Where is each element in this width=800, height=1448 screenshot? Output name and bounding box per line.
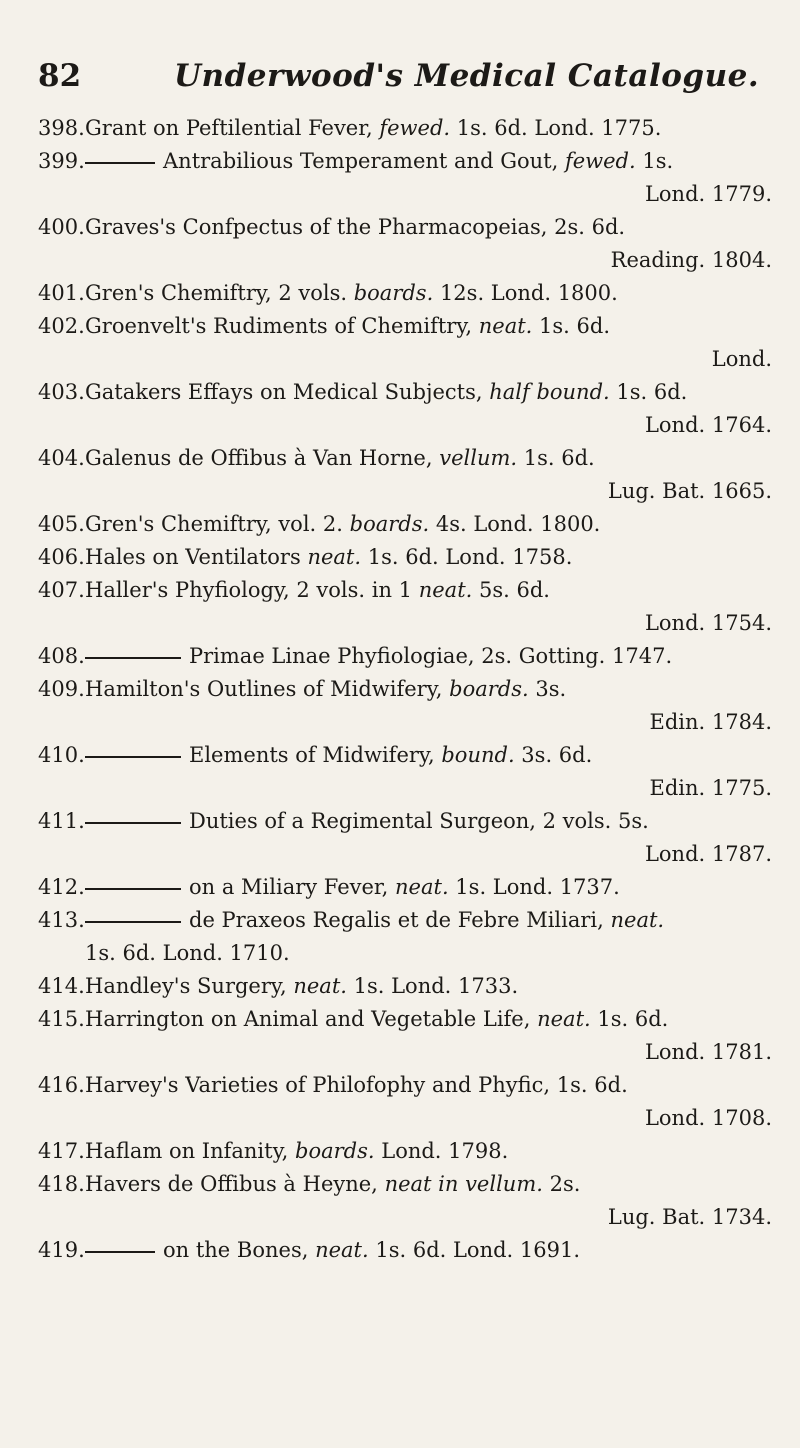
entry-details: 1s. 6d.: [517, 446, 595, 470]
catalogue-entry: [38, 442, 778, 508]
catalogue-entry: [38, 1003, 778, 1069]
entry-details: 1s. 6d.: [590, 1007, 669, 1031]
catalogue-entry: [38, 673, 778, 739]
entry-imprint: Lond. 1781.: [644, 1040, 772, 1064]
entry-imprint: Edin. 1775.: [649, 776, 772, 800]
entry-details: 5s. 6d.: [472, 578, 550, 602]
entry-title: Harvey's Varieties of Philofophy and Phyfic, 1s. 6d.: [85, 1073, 628, 1097]
ditto-dash: [85, 921, 181, 923]
catalogue-entry: [38, 739, 778, 805]
catalogue-entry: [38, 508, 778, 541]
entry-imprint: 1s. 6d. Lond. 1710.: [85, 941, 290, 965]
entry-details: 1s. 6d.: [609, 380, 688, 404]
entry-binding: neat.: [395, 875, 449, 899]
entry-title: on the Bones,: [163, 1238, 309, 1262]
entry-title: Galenus de Offibus à Van Horne,: [85, 446, 433, 470]
entry-details: Lond. 1798.: [374, 1139, 509, 1163]
entry-number: 403.: [38, 380, 85, 404]
entry-imprint: Reading. 1804.: [610, 248, 772, 272]
ditto-dash: [85, 1251, 155, 1253]
entry-binding: neat.: [307, 545, 362, 569]
entry-title: Groenvelt's Rudiments of Chemiftry,: [85, 314, 473, 338]
entry-number: 414.: [38, 974, 85, 998]
entry-title: on a Miliary Fever,: [189, 875, 389, 899]
entry-imprint: Lond.: [711, 347, 772, 371]
entry-title: Gren's Chemiftry, 2 vols.: [85, 281, 348, 305]
entry-title: Haller's Phyfiology, 2 vols. in 1: [85, 578, 413, 602]
entry-title: Grant on Peftilential Fever,: [85, 116, 373, 140]
catalogue-entry: [38, 541, 778, 574]
entry-number: 406.: [38, 545, 85, 569]
catalogue-entry: [38, 1234, 778, 1267]
entry-number: 418.: [38, 1172, 85, 1196]
entry-details: 4s. Lond. 1800.: [429, 512, 601, 536]
entry-title: Hamilton's Outlines of Midwifery,: [85, 677, 443, 701]
entry-details: 1s. 6d.: [532, 314, 611, 338]
entry-title: Primae Linae Phyfiologiae, 2s. Gotting. 1747.: [189, 644, 673, 668]
entry-imprint: Lond. 1764.: [644, 413, 772, 437]
entry-details: 1s. 6d. Lond. 1758.: [361, 545, 573, 569]
entry-title: Antrabilious Temperament and Gout,: [163, 149, 559, 173]
entry-details: 12s. Lond. 1800.: [433, 281, 618, 305]
entry-binding: neat.: [537, 1007, 591, 1031]
catalogue-entry: [38, 805, 778, 871]
entry-number: 407.: [38, 578, 85, 602]
entry-details: 1s.: [635, 149, 674, 173]
catalogue-entry: [38, 970, 778, 1003]
entry-number: 419.: [38, 1238, 85, 1262]
entry-details: 1s. Lond. 1737.: [448, 875, 620, 899]
entry-number: 400.: [38, 215, 85, 239]
entry-title: Duties of a Regimental Surgeon, 2 vols. 5s.: [189, 809, 649, 833]
catalogue-entry: [38, 871, 778, 904]
entry-details: 3s.: [528, 677, 567, 701]
catalogue-entry: [38, 376, 778, 442]
entry-number: 398.: [38, 116, 85, 140]
ditto-dash: [85, 657, 181, 659]
catalogue-entry: [38, 1069, 778, 1135]
entry-binding: fewed.: [379, 116, 451, 140]
ditto-dash: [85, 756, 181, 758]
entry-imprint: Lug. Bat. 1734.: [607, 1205, 772, 1229]
entry-imprint: Lug. Bat. 1665.: [607, 479, 772, 503]
entry-imprint: Lond. 1779.: [644, 182, 772, 206]
entry-title: Harrington on Animal and Vegetable Life,: [85, 1007, 531, 1031]
entry-number: 413.: [38, 908, 85, 932]
entry-binding: vellum.: [439, 446, 518, 470]
catalogue-entry: [38, 211, 778, 277]
entry-imprint: Lond. 1754.: [644, 611, 772, 635]
entry-binding: neat.: [293, 974, 347, 998]
entry-title: Graves's Confpectus of the Pharmacopeias, 2s. 6d.: [85, 215, 626, 239]
catalogue-entry: [38, 277, 778, 310]
entry-number: 404.: [38, 446, 85, 470]
entry-number: 401.: [38, 281, 85, 305]
entry-number: 412.: [38, 875, 85, 899]
entry-binding: boards.: [295, 1139, 375, 1163]
entry-title: Handley's Surgery,: [85, 974, 287, 998]
entry-details: 1s. Lond. 1733.: [346, 974, 519, 998]
entry-title: Gren's Chemiftry, vol. 2.: [85, 512, 343, 536]
entry-binding: neat.: [418, 578, 473, 602]
catalogue-entry: [38, 1168, 778, 1234]
catalogue-entry: [38, 904, 778, 970]
entry-imprint: Lond. 1787.: [644, 842, 772, 866]
catalogue-entry: [38, 145, 778, 211]
entry-details: 2s.: [542, 1172, 581, 1196]
entry-number: 411.: [38, 809, 85, 833]
entry-title: Elements of Midwifery,: [189, 743, 435, 767]
entry-details: 3s. 6d.: [514, 743, 593, 767]
entry-imprint: Lond. 1708.: [644, 1106, 772, 1130]
entry-number: 416.: [38, 1073, 85, 1097]
entry-binding: neat.: [610, 908, 665, 932]
entry-number: 410.: [38, 743, 85, 767]
entry-number: 399.: [38, 149, 85, 173]
entry-binding: boards.: [449, 677, 529, 701]
entry-title: Gatakers Effays on Medical Subjects,: [85, 380, 483, 404]
entry-binding: boards.: [349, 512, 430, 536]
page-number: 82: [38, 58, 82, 94]
catalogue-entries: [38, 112, 778, 1267]
entry-number: 415.: [38, 1007, 85, 1031]
ditto-dash: [85, 822, 181, 824]
entry-title: Havers de Offibus à Heyne,: [85, 1172, 378, 1196]
entry-number: 408.: [38, 644, 85, 668]
entry-number: 409.: [38, 677, 85, 701]
catalogue-entry: [38, 1135, 778, 1168]
entry-title: de Praxeos Regalis et de Febre Miliari,: [189, 908, 604, 932]
entry-number: 402.: [38, 314, 85, 338]
entry-binding: half bound.: [489, 380, 610, 404]
entry-imprint: Edin. 1784.: [649, 710, 772, 734]
running-title: Underwood's Medical Catalogue.: [174, 58, 760, 94]
entry-binding: bound.: [441, 743, 515, 767]
ditto-dash: [85, 162, 155, 164]
catalogue-entry: [38, 574, 778, 640]
entry-details: 1s. 6d. Lond. 1691.: [368, 1238, 581, 1262]
entry-binding: neat in vellum.: [384, 1172, 543, 1196]
entry-number: 417.: [38, 1139, 85, 1163]
entry-binding: boards.: [353, 281, 434, 305]
entry-title: Haflam on Infanity,: [85, 1139, 289, 1163]
entry-binding: fewed.: [564, 149, 636, 173]
entry-binding: neat.: [315, 1238, 369, 1262]
ditto-dash: [85, 888, 181, 890]
entry-title: Hales on Ventilators: [85, 545, 301, 569]
entry-binding: neat.: [478, 314, 533, 338]
catalogue-entry: [38, 310, 778, 376]
catalogue-entry: [38, 640, 778, 673]
entry-details: 1s. 6d. Lond. 1775.: [450, 116, 662, 140]
catalogue-entry: [38, 112, 778, 145]
entry-number: 405.: [38, 512, 85, 536]
